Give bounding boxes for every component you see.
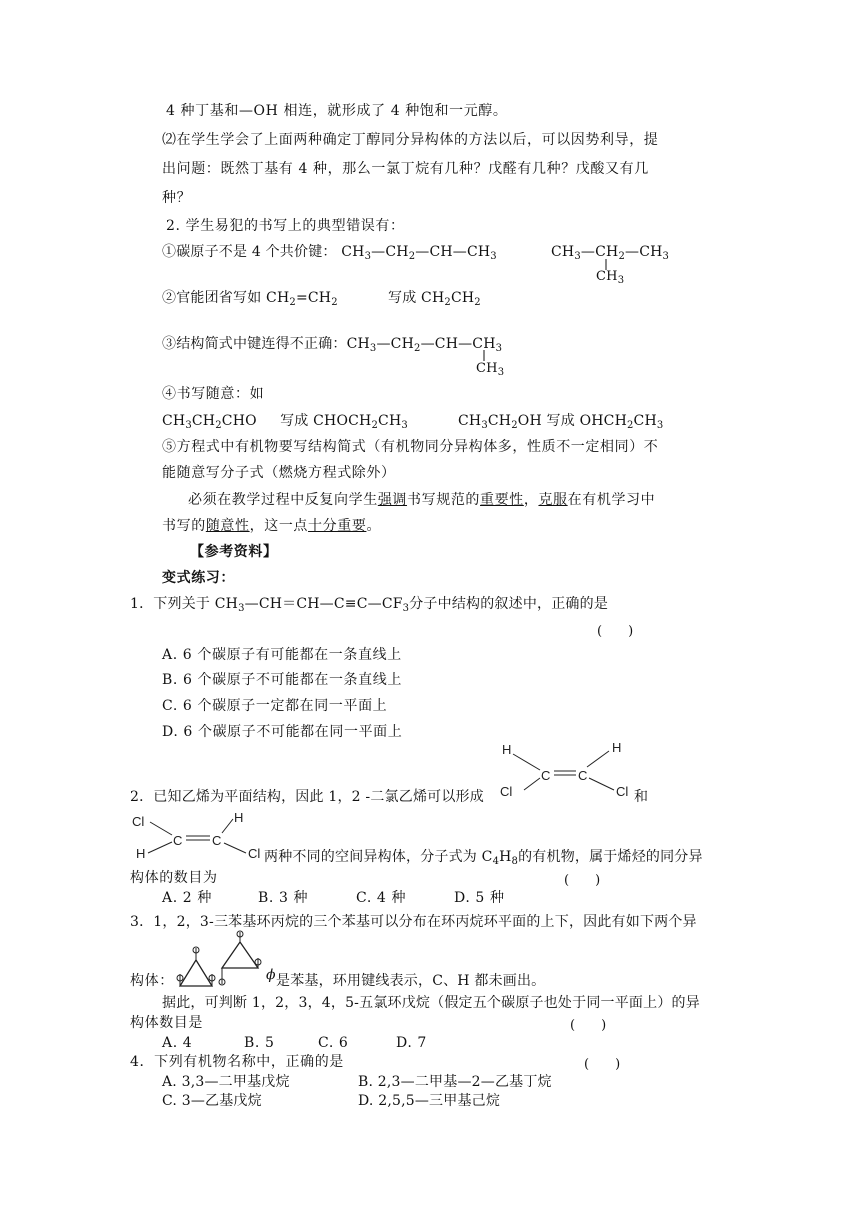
question-2-and: 和 [634,789,649,805]
error-1-prefix: ①碳原子不是 4 个共价键： [162,244,337,260]
question-4-stem: 4．下列有机物名称中，正确的是 [130,1054,344,1070]
question-3-stem-cont: 构体数目是 [130,1015,203,1031]
error-4-label: ④书写随意：如 [162,386,265,402]
option-d: D. 2,5,5—三甲基己烷 [358,1093,501,1109]
svg-text:H: H [502,742,512,757]
option-c: C. 3—乙基戊烷 [162,1093,262,1109]
option-b: B. 5 [244,1035,275,1051]
question-3-stem-cont: 构体： [130,973,174,989]
option-a: A. 3,3—二甲基戊烷 [162,1074,290,1090]
branch-group: $CH_3$ [476,361,505,378]
answer-paren: ( ) [597,624,634,639]
option-d: D. 6 个碳原子不可能都在同一平面上 [162,724,403,740]
reference-heading: 【参考资料】 [190,544,278,560]
svg-text:C: C [541,768,551,783]
para-line: 出问题：既然丁基有 4 种，那么一氯丁烷有几种？戊醛有几种？戊酸又有几 [162,161,649,177]
error-3-line: ③结构简式中键连得不正确：$CH_3—CH_2—CH—CH_3$ [162,336,503,354]
option-c: C. 4 种 [356,890,407,906]
question-2-stem-cont: 两种不同的空间异构体，分子式为 $C_4H_8$的有机物，属于烯烃的同分异 [264,849,703,867]
exercise-heading: 变式练习： [162,570,235,586]
svg-text:H: H [234,810,244,825]
option-a: A. 2 种 [162,890,212,906]
answer-paren: ( ) [570,1018,607,1033]
trans-dichloroethylene-structure [130,806,264,868]
svg-text:H: H [612,740,622,755]
phenyl-symbol: ϕ [266,967,277,983]
option-b: B. 6 个碳原子不可能都在一条直线上 [162,672,402,688]
question-3-stem-cont: 是苯基，环用键线表示，C、H 都未画出。 [276,973,546,989]
emphasis-line: 必须在教学过程中反复向学生强调书写规范的重要性，克服在有机学习中 [188,492,656,508]
option-b: B. 3 种 [258,890,309,906]
svg-text:C: C [578,768,588,783]
error-2-line: ②官能团省写如 $CH_2=CH_2$ [162,290,338,308]
answer-paren: ( ) [564,873,601,888]
option-d: D. 7 [396,1035,427,1051]
svg-text:C: C [212,833,222,848]
svg-text:C: C [173,833,183,848]
para-line: 种？ [162,190,192,206]
svg-text:Cl: Cl [248,846,261,861]
error-4-example-a: $CH_3CH_2CHO$ 写成 $CHOCH_2CH_3$ [162,413,408,431]
emphasis-line: 书写的随意性，这一点十分重要。 [162,518,382,534]
option-b: B. 2,3—二甲基—2—乙基丁烷 [358,1074,552,1090]
error-5-line: 能随意写分子式（燃烧方程式除外） [162,465,396,481]
question-2-stem: 2．已知乙烯为平面结构，因此 1，2 -二氯乙烯可以形成 [130,789,484,805]
question-1-stem: 1．下列关于 $CH_3—CH=CH—C\equiv C—CF_3$分子中结构的叙述中，正确的是 [130,596,609,614]
section-heading: 2. 学生易犯的书写上的典型错误有： [166,218,405,234]
question-3-stem-cont: 据此，可判断 1，2，3，4，5-五氯环戊烷（假定五个碳原子也处于同一平面上）的异 [162,995,700,1011]
cis-dichloroethylene-structure [496,738,646,804]
svg-text:Cl: Cl [500,784,513,799]
formula: $CH_3—CH_2—CH—CH_3$ [341,244,497,262]
answer-paren: ( ) [584,1057,621,1072]
svg-text:H: H [136,846,146,861]
question-3-stem: 3．1，2，3-三苯基环丙烷的三个苯基可以分布在环丙烷环平面的上下，因此有如下两个异 [130,914,697,930]
error-4-example-b: $CH_3CH_2OH$ 写成 $OHCH_2CH_3$ [458,413,664,431]
question-2-stem-cont: 构体的数目为 [130,870,218,886]
error-2-written: 写成 $CH_2CH_2$ [388,290,481,308]
svg-text:Cl: Cl [616,784,629,799]
svg-text:Cl: Cl [132,814,145,829]
branch-group: $CH_3$ [596,269,625,286]
option-a: A. 6 个碳原子有可能都在一条直线上 [162,647,402,663]
para-line: ⑵在学生学会了上面两种确定丁醇同分异构体的方法以后，可以因势利导，提 [162,132,659,148]
para-line: 4 种丁基和—OH 相连，就形成了 4 种饱和一元醇。 [166,103,508,119]
error-5-line: ⑤方程式中有机物要写结构简式（有机物同分异构体多，性质不一定相同）不 [162,439,659,455]
option-a: A. 4 [162,1035,193,1051]
option-c: C. 6 个碳原子一定都在同一平面上 [162,698,388,714]
option-c: C. 6 [318,1035,349,1051]
formula: $CH_3—CH_2—CH_3$ [551,244,670,262]
option-d: D. 5 种 [454,890,505,906]
